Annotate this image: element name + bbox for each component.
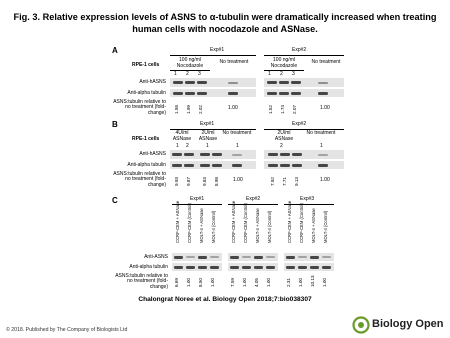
panel-a-blot-asns-exp1 xyxy=(170,78,256,87)
panel-c-blot-asns-exp2 xyxy=(228,253,278,261)
panel-b-exp1: Exp#1 xyxy=(200,121,215,127)
citation-caption: Chalongrat Noree et al. Biology Open 2018;7:bio038307 xyxy=(138,296,312,303)
panel-a-exp1-group2: No treatment xyxy=(219,59,249,65)
panel-a-value: 1.99 xyxy=(186,105,191,114)
panel-b-exp1-group3: No treatment xyxy=(222,130,252,136)
panel-a-value: 1.00 xyxy=(228,105,238,111)
panel-c-value: 1.00 xyxy=(322,278,327,287)
panel-c-value: 1.00 xyxy=(242,278,247,287)
panel-b-lane: 1 xyxy=(206,143,209,149)
biology-open-logo xyxy=(352,314,444,336)
panel-c-value: 2.31 xyxy=(286,278,291,287)
panel-c-value: 1.00 xyxy=(266,278,271,287)
figure-title: Fig. 3. Relative expression levels of ASNS to α-tubulin were dramatically increased when treating human cells with nocodazole and ASNase. xyxy=(13,12,437,34)
panel-a-lane: 1 xyxy=(268,71,271,77)
panel-b-blot-tubulin-exp1 xyxy=(170,161,256,169)
panel-a-blot-tubulin-exp1 xyxy=(170,89,256,97)
panel-a-value: 1.58 xyxy=(174,105,179,114)
panel-b-cell-label: RPE-1 cells xyxy=(132,136,160,142)
panel-a-exp1-line xyxy=(170,55,256,56)
panel-a-exp2: Exp#2 xyxy=(292,47,307,53)
panel-c-value: 1.00 xyxy=(186,278,191,287)
panel-b-exp1-group1: 4U/ml ASNase xyxy=(172,130,192,142)
panel-c-exp3: Exp#3 xyxy=(300,196,315,202)
panel-b-value: 7.71 xyxy=(282,177,287,186)
panel-c-lane-label: MOLT-4 + ASNase xyxy=(311,208,316,243)
panel-b-value: 9.93 xyxy=(174,177,179,186)
panel-b-value: 9.13 xyxy=(294,177,299,186)
panel-b-exp2: Exp#2 xyxy=(292,121,307,127)
panel-b-ratio-label: ASNS:tubulin relative to no treatment (fold-change) xyxy=(113,171,166,188)
panel-a-blot-asns-exp2 xyxy=(264,78,344,87)
panel-b-row1-label: Anti-hASNS xyxy=(139,151,166,157)
panel-c-blot-asns-exp3 xyxy=(284,253,334,261)
panel-c-lane-label: CCRF-CEM + ASNase xyxy=(231,200,236,243)
panel-a-exp2-group2: No treatment xyxy=(311,59,341,65)
panel-a-lane: 3 xyxy=(292,71,295,77)
panel-c-exp2: Exp#2 xyxy=(246,196,261,202)
panel-a-ratio-label: ASNS:tubulin relative to no treatment (fold-change) xyxy=(113,99,166,116)
panel-b-label: B xyxy=(112,120,118,129)
panel-b-value: 7.92 xyxy=(270,177,275,186)
panel-c-lane-label: CCRF-CEM + ASNase xyxy=(287,200,292,243)
panel-b-value: 8.98 xyxy=(214,177,219,186)
panel-b-blot-tubulin-exp2 xyxy=(264,161,344,169)
panel-c-lane-label: CCRF-CEM (Control) xyxy=(187,203,192,243)
panel-a-lane: 2 xyxy=(280,71,283,77)
panel-a-value: 2.07 xyxy=(292,105,297,114)
panel-a-lane: 1 xyxy=(174,71,177,77)
panel-a-blot-tubulin-exp2 xyxy=(264,89,344,97)
panel-b-row2-label: Anti-alpha tubulin xyxy=(127,162,166,168)
panel-a-cell-label: RPE-1 cells xyxy=(132,62,160,68)
panel-a-lane: 3 xyxy=(198,71,201,77)
panel-c-value: 1.00 xyxy=(210,278,215,287)
panel-c-value: 1.00 xyxy=(298,278,303,287)
panel-c-lane-label: MOLT-4 (Control) xyxy=(211,210,216,243)
panel-b-lane: 1 xyxy=(320,143,323,149)
panel-a-value: 1.00 xyxy=(320,105,330,111)
panel-b-lane: 1 xyxy=(176,143,179,149)
panel-c-lane-label: CCRF-CEM (Control) xyxy=(243,203,248,243)
panel-a-label: A xyxy=(112,46,118,55)
panel-a-exp2-group1: 100 ng/ml Nocodazole xyxy=(270,57,298,69)
panel-b-lane: 1 xyxy=(236,143,239,149)
panel-a-lane: 2 xyxy=(186,71,189,77)
panel-a-value: 2.02 xyxy=(198,105,203,114)
panel-b-exp2-group1: 2U/ml ASNase xyxy=(274,130,294,142)
panel-c-blot-tubulin-exp3 xyxy=(284,263,334,271)
panel-b-blot-asns-exp2 xyxy=(264,150,344,159)
panel-b-value: 9.87 xyxy=(186,177,191,186)
panel-c-value: 4.05 xyxy=(254,278,259,287)
panel-b-lane: 2 xyxy=(186,143,189,149)
panel-c-value: 6.69 xyxy=(174,278,179,287)
panel-a-exp2-line xyxy=(264,55,344,56)
figure-panels xyxy=(112,46,344,300)
panel-c-lane-label: MOLT-4 + ASNase xyxy=(255,208,260,243)
panel-c-row2-label: Anti-alpha tubulin xyxy=(129,264,168,270)
panel-c-blot-tubulin-exp2 xyxy=(228,263,278,271)
panel-a-value: 1.74 xyxy=(280,105,285,114)
panel-c-lane-label: MOLT-4 (Control) xyxy=(267,210,272,243)
panel-a-exp1-group1: 100 ng/ml Nocodazole xyxy=(176,57,204,69)
panel-a-row1-label: Anti-hASNS xyxy=(139,79,166,85)
panel-a-value: 1.52 xyxy=(268,105,273,114)
panel-c-row1-label: Anti-ASNS xyxy=(144,254,168,260)
panel-c-value: 10.13 xyxy=(310,275,315,287)
panel-c-lane-label: CCRF-CEM (Control) xyxy=(299,203,304,243)
copyright-notice: © 2018. Published by The Company of Biologists Ltd xyxy=(6,327,128,333)
panel-b-lane: 2 xyxy=(280,143,283,149)
panel-c-value: 7.59 xyxy=(230,278,235,287)
panel-b-value: 1.00 xyxy=(233,177,243,183)
panel-c-ratio-label: ASNS:tubulin relative to no treatment (fold-change) xyxy=(115,273,168,290)
panel-b-value: 1.00 xyxy=(320,177,330,183)
panel-c-lane-label: CCRF-CEM + ASNase xyxy=(175,200,180,243)
panel-a-row2-label: Anti-alpha tubulin xyxy=(127,90,166,96)
logo-mark-icon xyxy=(352,316,370,334)
panel-c-lane-label: MOLT-4 + ASNase xyxy=(199,208,204,243)
logo-text: Biology Open xyxy=(372,318,444,330)
panel-b-exp2-group2: No treatment xyxy=(306,130,336,136)
panel-c-blot-asns-exp1 xyxy=(172,253,222,261)
panel-c-lane-label: MOLT-4 (Control) xyxy=(323,210,328,243)
panel-c-blot-tubulin-exp1 xyxy=(172,263,222,271)
panel-b-blot-asns-exp1 xyxy=(170,150,256,159)
panel-b-value: 9.83 xyxy=(202,177,207,186)
panel-a-exp1: Exp#1 xyxy=(210,47,225,53)
panel-c-exp1: Exp#1 xyxy=(190,196,205,202)
panel-c-label: C xyxy=(112,196,118,205)
panel-b-exp1-group2: 2U/ml ASNase xyxy=(198,130,218,142)
panel-c-value: 8.50 xyxy=(198,278,203,287)
